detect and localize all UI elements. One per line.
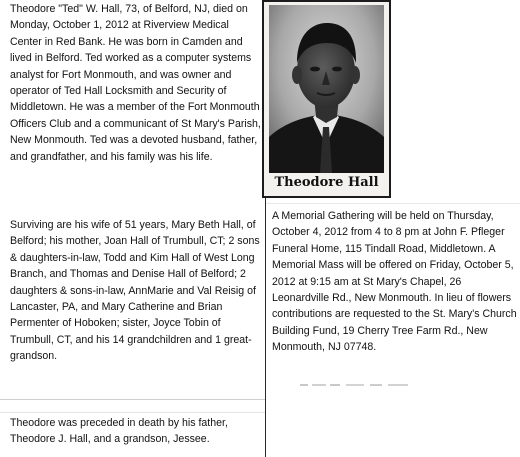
obituary-paragraph-preceded: Theodore was preceded in death by his father, Theodore J. Hall, and a grandson, Jessee.: [10, 417, 228, 446]
section-divider: [0, 399, 265, 400]
section-divider: [0, 412, 265, 413]
portrait-caption: Theodore Hall: [274, 175, 379, 190]
portrait-illustration: [269, 5, 384, 173]
obituary-paragraph-survivors: Surviving are his wife of 51 years, Mary Beth Hall, of Belford; his mother, Joan Hall of Trumbull, CT; 2 sons & daughters-in-law, Todd and Kim Hall of West Long Branch, and Thomas and Denise Hall of Belford; 2 daughters & sons-in-law, AnnMarie and Val Reisig of Lancaster, PA, and Mary Catherine and Brian Permenter of Hoboken; sister, Joyce Tobin of Trumbull, CT, and his 14 grandchildren and 1 great-grandson.: [10, 219, 260, 363]
obituary-paragraph-services: A Memorial Gathering will be held on Thursday, October 4, 2012 from 4 to 8 pm at John F. Pfleger Funeral Home, 115 Tindall Road, Middletown. A Memorial Mass will be offered on Friday, October 5, 2012 at 9:15 am at St Mary's Chapel, 26 Leonardville Rd., New Monmouth. In lieu of flowers contributions are requested to the St. Mary's Church Building Fund, 19 Cherry Tree Farm Rd., New Monmouth, NJ 07748.: [272, 210, 517, 354]
scan-artifact: [300, 382, 420, 388]
section-divider: [266, 203, 520, 204]
portrait-frame: [262, 0, 391, 198]
obituary-paragraph-intro: Theodore "Ted" W. Hall, 73, of Belford, NJ, died on Monday, October 1, 2012 at Riverview Medical Center in Red Bank. He was born in Camden and lived in Belford. Ted worked as a computer systems analyst for Fort Monmouth, and was owner and operator of Ted Hall Locksmith and Security of Middletown. He was a member of the Fort Monmouth Officers Club and a communicant of St Mary's Parish, New Monmouth. Ted was a devoted husband, father, and grandfather, and his family was his life.: [10, 3, 261, 163]
portrait-photo: [269, 5, 384, 173]
